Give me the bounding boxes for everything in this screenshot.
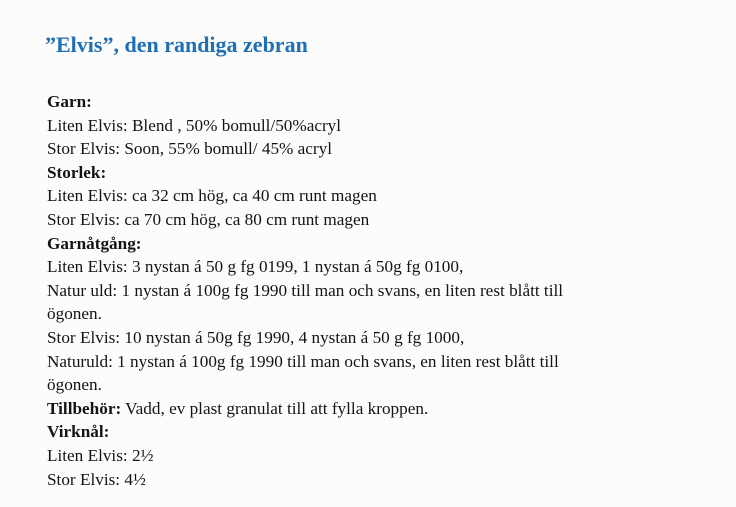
tillbehor-text: Vadd, ev plast granulat till att fylla kroppen. (121, 398, 429, 418)
garnatgang-line-2: Natur uld: 1 nystan á 100g fg 1990 till man och svans, en liten rest blått till (47, 280, 564, 300)
storlek-line-liten: Liten Elvis: ca 32 cm hög, ca 40 cm runt magen (47, 186, 377, 206)
storlek-heading: Storlek: (47, 162, 107, 182)
tillbehor-label: Tillbehör: (47, 398, 122, 418)
garn-heading: Garn: (47, 92, 92, 111)
garnatgang-line-5: Naturuld: 1 nystan á 100g fg 1990 till man och svans, en liten rest blått till (47, 351, 559, 371)
garn-line-liten: Liten Elvis: Blend , 50% bomull/50%acryl (47, 115, 342, 135)
tillbehor-line (47, 397, 727, 421)
garnatgang-line-6: ögonen. (47, 375, 102, 395)
garnatgang-line-1: Liten Elvis: 3 nystan á 50 g fg 0199, 1 nystan á 50g fg 0100, (47, 257, 464, 277)
garnatgang-line-4: Stor Elvis: 10 nystan á 50g fg 1990, 4 nystan á 50 g fg 1000, (47, 327, 465, 347)
garnatgang-heading: Garnåtgång: (47, 233, 142, 253)
document-title: ”Elvis”, den randiga zebran (45, 32, 308, 57)
garnatgang-line-3: ögonen. (47, 304, 102, 324)
document-body (47, 90, 727, 491)
virknal-heading: Virknål: (47, 422, 110, 442)
storlek-line-stor: Stor Elvis: ca 70 cm hög, ca 80 cm runt magen (47, 209, 370, 229)
virknal-line-liten: Liten Elvis: 2½ (47, 445, 154, 465)
virknal-line-stor: Stor Elvis: 4½ (47, 469, 146, 489)
garn-line-stor: Stor Elvis: Soon, 55% bomull/ 45% acryl (47, 139, 333, 159)
